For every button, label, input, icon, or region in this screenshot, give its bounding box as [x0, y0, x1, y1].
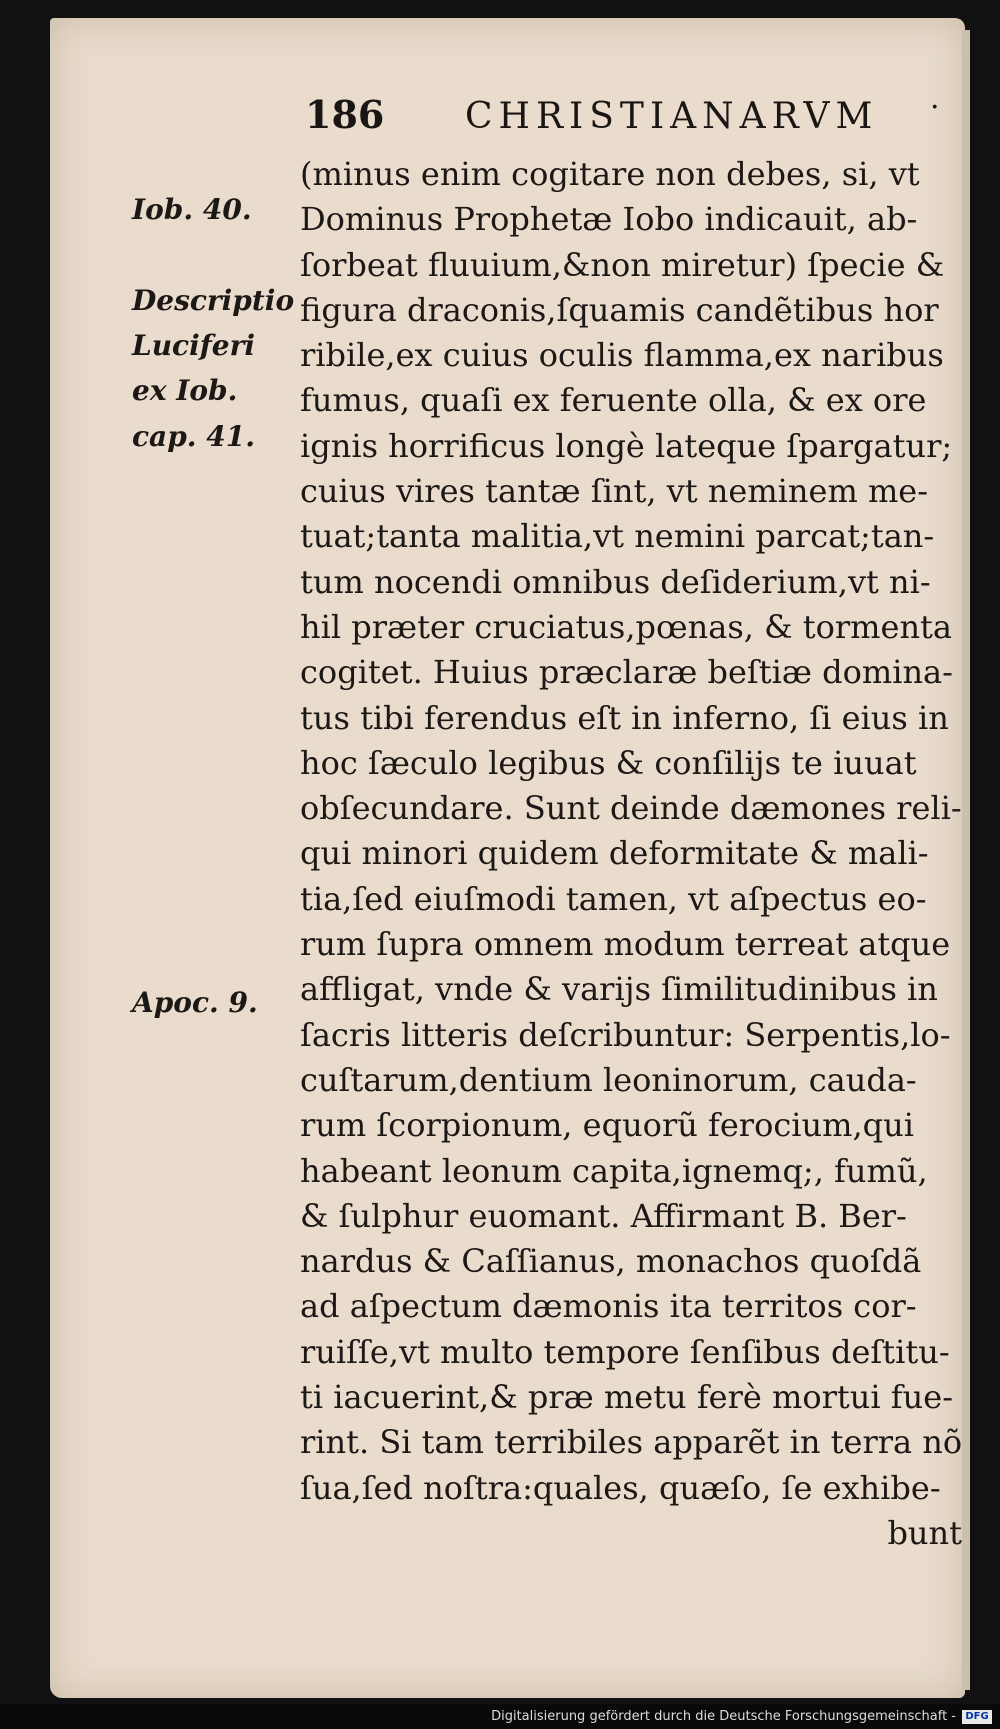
- text-line: nardus & Caſſianus, monachos quoſdã: [300, 1242, 922, 1281]
- text-line: (minus enim cogitare non debes, si, vt: [300, 155, 920, 193]
- text-line: rint. Si tam terribiles apparẽt in terra nõ: [300, 1423, 963, 1462]
- marginal-note: Apoc. 9.: [132, 986, 258, 1019]
- marginal-note: Iob. 40.: [132, 193, 252, 226]
- marginal-note: Descriptio: [132, 284, 295, 317]
- text-line: cogitet. Huius præclaræ beſtiæ domina-: [300, 653, 953, 692]
- text-line: ſua,ſed noſtra:quales, quæſo, ſe exhibe-: [300, 1468, 941, 1507]
- text-line: tum nocendi omnibus deſiderium,vt ni-: [300, 562, 931, 601]
- text-line: tuat;tanta malitia,vt nemini parcat;tan-: [300, 517, 935, 556]
- head-ornament: ·: [930, 90, 940, 125]
- text-line: ti iacuerint,& præ metu ferè mortui fue-: [300, 1378, 953, 1417]
- body-text: [300, 152, 970, 1556]
- text-line: habeant leonum capita,ignemq;, fumũ,: [300, 1151, 928, 1190]
- text-line: fumus, quaſi ex feruente olla, & ex ore: [300, 381, 927, 420]
- marginal-note: cap. 41.: [132, 420, 255, 453]
- text-line: qui minori quidem deformitate & mali-: [300, 834, 929, 873]
- text-line: & ſulphur euomant. Affirmant B. Ber-: [300, 1196, 907, 1235]
- running-head: [305, 90, 940, 142]
- text-line: ad aſpectum dæmonis ita territos cor-: [300, 1287, 917, 1326]
- text-line: cuſtarum,dentium leoninorum, cauda-: [300, 1060, 917, 1099]
- text-line: ribile,ex cuius oculis flamma,ex naribus: [300, 336, 944, 375]
- text-line: cuius vires tantæ ſint, vt neminem me-: [300, 472, 929, 511]
- text-line: figura draconis,ſquamis candẽtibus hor: [300, 290, 939, 329]
- text-line: Dominus Prophetæ Iobo indicauit, ab-: [300, 200, 918, 239]
- text-line: hil præter cruciatus,pœnas, & tormenta: [300, 607, 952, 646]
- marginal-note: Luciferi: [132, 329, 255, 362]
- text-line: ruiſſe,vt multo tempore ſenſibus deſtitu-: [300, 1332, 950, 1371]
- digitization-footer: [0, 1704, 1000, 1729]
- text-line: hoc ſæculo legibus & conſilijs te iuuat: [300, 743, 917, 782]
- page-number: 186: [305, 92, 385, 137]
- text-line: ſorbeat fluuium,&non miretur) ſpecie &: [300, 245, 945, 284]
- text-line: ſacris litteris deſcribuntur: Serpentis,lo-: [300, 1015, 951, 1054]
- text-line: obſecundare. Sunt deinde dæmones reli-: [300, 789, 962, 828]
- text-line: tus tibi ferendus eſt in inferno, ſi eius in: [300, 698, 949, 737]
- funding-credit: Digitalisierung gefördert durch die Deutsche Forschungsgemeinschaft -: [491, 1709, 956, 1724]
- text-line: rum ſupra omnem modum terreat atque: [300, 925, 951, 964]
- dfg-logo: DFG: [962, 1710, 992, 1724]
- text-line: tia,ſed eiuſmodi tamen, vt aſpectus eo-: [300, 879, 927, 918]
- marginal-note: ex Iob.: [132, 374, 238, 407]
- running-title: CHRISTIANARVM: [465, 96, 879, 137]
- text-line: rum ſcorpionum, equorũ ferocium,qui: [300, 1106, 914, 1145]
- text-line: ignis horrificus longè lateque ſpargatur;: [300, 426, 953, 465]
- text-line: affligat, vnde & varijs ſimilitudinibus in: [300, 970, 938, 1009]
- catchword: bunt: [887, 1513, 962, 1552]
